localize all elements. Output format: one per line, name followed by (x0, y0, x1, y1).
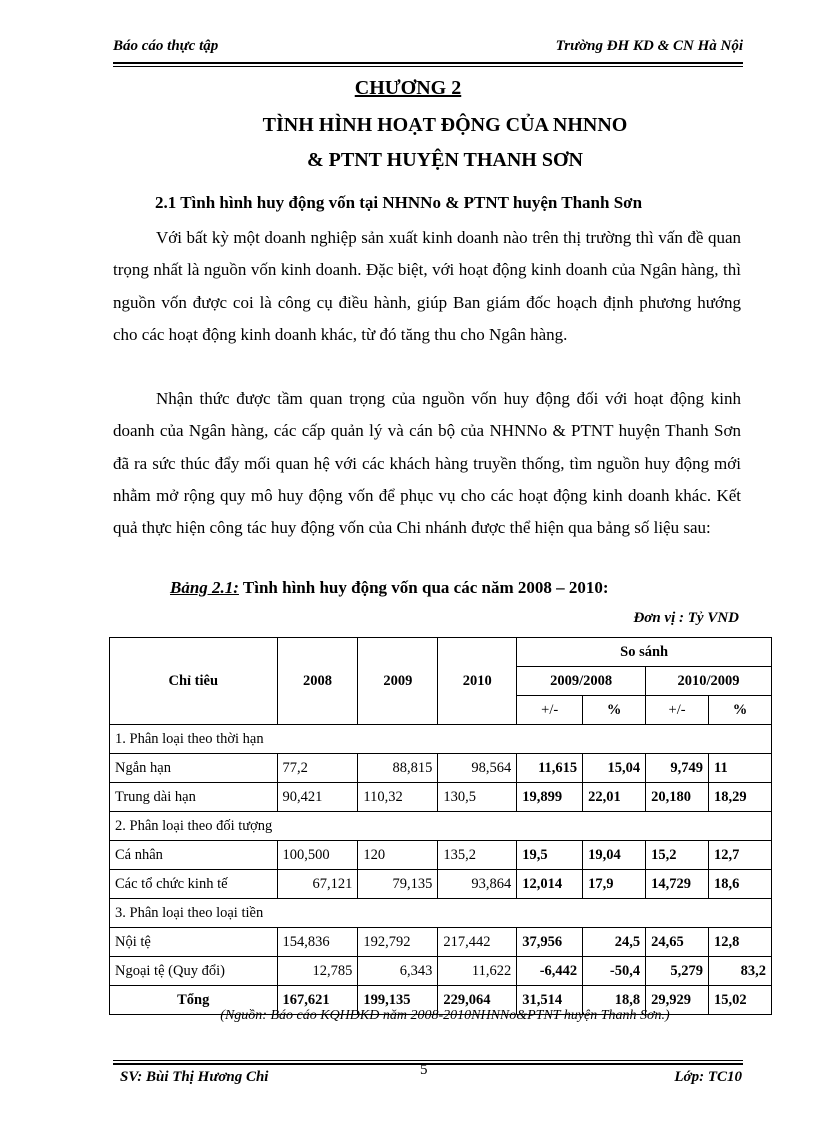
cell-pct-2: 12,7 (709, 841, 772, 870)
table-row (110, 841, 772, 870)
cell-2010: 11,622 (438, 957, 517, 986)
cell-2010: 135,2 (438, 841, 517, 870)
header-2010: 2010 (438, 638, 517, 725)
chapter-title-line2: & PTNT HUYỆN THANH SƠN (307, 149, 583, 171)
cell-pct-1: 17,9 (583, 870, 646, 899)
group-label: 2. Phân loại theo đối tượng (110, 812, 772, 841)
cell-pct-2: 18,29 (709, 783, 772, 812)
header-period-2009-2008: 2009/2008 (517, 667, 646, 696)
cell-2009: 79,135 (358, 870, 438, 899)
table-caption (170, 578, 609, 598)
cell-2009: 110,32 (358, 783, 438, 812)
table-header-row (110, 638, 772, 667)
footer-rule (113, 1063, 743, 1065)
cell-label: Cá nhân (110, 841, 278, 870)
table-caption-text: Tình hình huy động vốn qua các năm 2008 – 2010: (238, 578, 609, 597)
cell-diff-2: 20,180 (646, 783, 709, 812)
header-diff: +/- (517, 696, 583, 725)
cell-2008: 167,621 (277, 986, 358, 1015)
cell-diff-1: 37,956 (517, 928, 583, 957)
header-rule (113, 62, 743, 64)
cell-pct-2: 11 (709, 754, 772, 783)
table-source-note: (Nguồn: Báo cáo KQHĐKD năm 2008-2010NHNNo&PTNT huyện Thanh Sơn.) (220, 1008, 670, 1023)
cell-diff-1: 19,899 (517, 783, 583, 812)
chapter-label (0, 77, 816, 100)
cell-diff-2: 15,2 (646, 841, 709, 870)
cell-diff-2: 14,729 (646, 870, 709, 899)
table-row (110, 928, 772, 957)
cell-2010: 229,064 (438, 986, 517, 1015)
cell-2010: 130,5 (438, 783, 517, 812)
header-2009: 2009 (358, 638, 438, 725)
cell-2008: 90,421 (277, 783, 358, 812)
page-number: 5 (420, 1062, 428, 1078)
cell-pct-2: 18,6 (709, 870, 772, 899)
cell-2009: 199,135 (358, 986, 438, 1015)
table-group-row (110, 899, 772, 928)
cell-2008: 67,121 (277, 870, 358, 899)
cell-diff-2: 24,65 (646, 928, 709, 957)
header-compare: So sánh (517, 638, 772, 667)
page-header (113, 38, 743, 60)
section-heading: 2.1 Tình hình huy động vốn tại NHNNo & PTNT huyện Thanh Sơn (155, 193, 643, 212)
header-report-title: Báo cáo thực tập (113, 38, 219, 54)
cell-pct-1: 24,5 (583, 928, 646, 957)
cell-2008: 154,836 (277, 928, 358, 957)
cell-pct-2: 15,02 (709, 986, 772, 1015)
cell-label: Ngoại tệ (Quy đổi) (110, 957, 278, 986)
cell-2008: 100,500 (277, 841, 358, 870)
cell-pct-1: -50,4 (583, 957, 646, 986)
table-unit: Đơn vị : Tỷ VND (633, 610, 739, 626)
group-label: 3. Phân loại theo loại tiền (110, 899, 772, 928)
cell-pct-1: 19,04 (583, 841, 646, 870)
paragraph-2: Nhận thức được tầm quan trọng của nguồn vốn huy động đối với hoạt động kinh doanh của Ngân hàng, các cấp quản lý và cán bộ của NHNNo & PTNT huyện Thanh Sơn đã ra sức thúc đẩy mối quan hệ với các khách hàng truyền thống, tìm nguồn huy động mới nhằm mở rộng quy mô huy động vốn để phục vụ cho các hoạt động kinh doanh khác. Kết quả thực hiện công tác huy động vốn của Chi nhánh được thể hiện qua bảng số liệu sau: (113, 389, 741, 538)
chapter-title-line1: TÌNH HÌNH HOẠT ĐỘNG CỦA NHNNO (262, 114, 628, 136)
cell-pct-2: 12,8 (709, 928, 772, 957)
footer-student: SV: Bùi Thị Hương Chi (120, 1069, 269, 1085)
cell-label: Ngắn hạn (110, 754, 278, 783)
chapter-label-text: CHƯƠNG 2 (354, 77, 462, 99)
cell-2008: 12,785 (277, 957, 358, 986)
table-row (110, 870, 772, 899)
header-university: Trường ĐH KD & CN Hà Nội (555, 38, 743, 54)
footer-class: Lớp: TC10 (674, 1069, 742, 1085)
cell-label: Trung dài hạn (110, 783, 278, 812)
cell-2010: 93,864 (438, 870, 517, 899)
cell-diff-2: 29,929 (646, 986, 709, 1015)
header-pct: % (583, 696, 646, 725)
cell-diff-1: 11,615 (517, 754, 583, 783)
cell-pct-1: 22,01 (583, 783, 646, 812)
table-row (110, 754, 772, 783)
footer-rule-thin (113, 1060, 743, 1061)
cell-diff-2: 5,279 (646, 957, 709, 986)
cell-2009: 192,792 (358, 928, 438, 957)
header-rule-thin (113, 66, 743, 67)
cell-2009: 88,815 (358, 754, 438, 783)
table-caption-label: Bảng 2.1: (170, 578, 239, 597)
table-group-row (110, 725, 772, 754)
header-pct: % (709, 696, 772, 725)
cell-diff-1: 12,014 (517, 870, 583, 899)
header-diff: +/- (646, 696, 709, 725)
cell-label: Nội tệ (110, 928, 278, 957)
table-group-row (110, 812, 772, 841)
cell-diff-1: -6,442 (517, 957, 583, 986)
header-period-2010-2009: 2010/2009 (646, 667, 772, 696)
cell-pct-1: 18,8 (583, 986, 646, 1015)
cell-pct-2: 83,2 (709, 957, 772, 986)
cell-2010: 217,442 (438, 928, 517, 957)
cell-2009: 120 (358, 841, 438, 870)
cell-total-label: Tổng (110, 986, 278, 1015)
cell-diff-1: 19,5 (517, 841, 583, 870)
cell-pct-1: 15,04 (583, 754, 646, 783)
cell-diff-2: 9,749 (646, 754, 709, 783)
cell-2010: 98,564 (438, 754, 517, 783)
capital-mobilization-table (109, 637, 772, 1015)
table-row (110, 783, 772, 812)
cell-label: Các tổ chức kinh tế (110, 870, 278, 899)
table-row (110, 957, 772, 986)
header-2008: 2008 (277, 638, 358, 725)
cell-diff-1: 31,514 (517, 986, 583, 1015)
cell-2009: 6,343 (358, 957, 438, 986)
header-indicator: Chỉ tiêu (110, 638, 278, 725)
paragraph-1: Với bất kỳ một doanh nghiệp sản xuất kinh doanh nào trên thị trường thì vấn đề quan trọng nhất là nguồn vốn kinh doanh. Đặc biệt, với hoạt động kinh doanh của Ngân hàng, thì nguồn vốn được coi là công cụ điều hành, giúp Ban giám đốc hoạch định phương hướng cho các hoạt động kinh doanh khác, từ đó tăng thu cho Ngân hàng. (113, 228, 741, 344)
group-label: 1. Phân loại theo thời hạn (110, 725, 772, 754)
cell-2008: 77,2 (277, 754, 358, 783)
